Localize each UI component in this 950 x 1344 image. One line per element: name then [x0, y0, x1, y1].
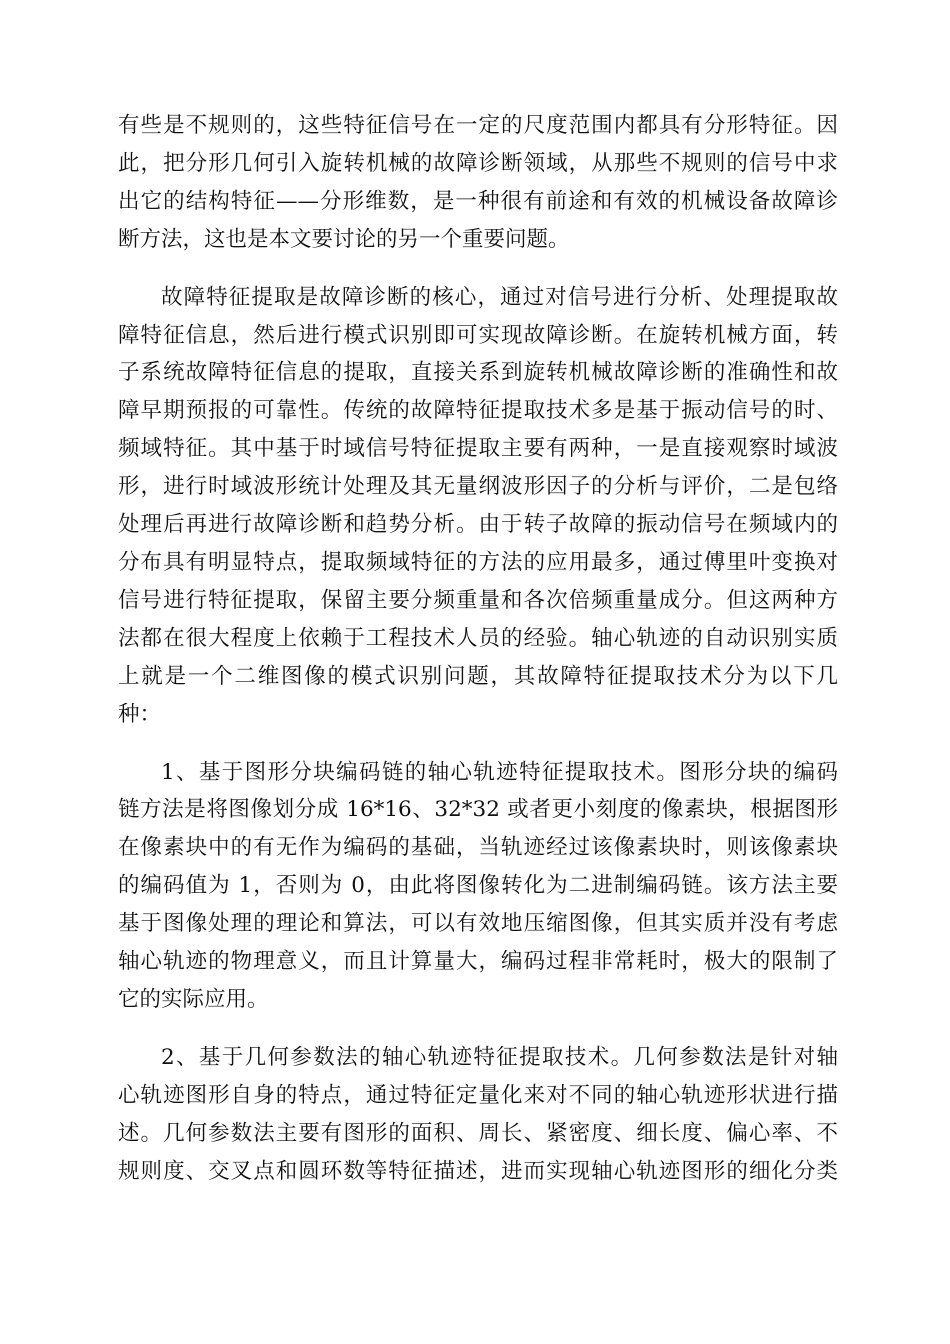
text-line: 频域特征。其中基于时域信号特征提取主要有两种，一是直接观察时域波 [118, 436, 838, 462]
paragraph-feature-extraction [118, 279, 838, 734]
text-line: 述。几何参数法主要有图形的面积、周长、紧密度、细长度、偏心率、不 [118, 1120, 838, 1146]
text-line: 出它的结构特征——分形维数，是一种很有前途和有效的机械设备故障诊 [118, 188, 838, 214]
text-line: 在像素块中的有无作为编码的基础，当轨迹经过该像素块时，则该像素块 [118, 835, 838, 861]
text-line: 信号进行特征提取，保留主要分频重量和各次倍频重量成分。但这两种方 [118, 587, 838, 613]
paragraph-item-2-geometric-parameters [118, 1039, 838, 1191]
text-line: 的编码值为 1，否则为 0，由此将图像转化为二进制编码链。该方法主要 [118, 873, 838, 899]
text-line: 规则度、交叉点和圆环数等特征描述，进而实现轴心轨迹图形的细化分类 [118, 1158, 838, 1184]
text-line: 轴心轨迹的物理意义，而且计算量大，编码过程非常耗时，极大的限制了 [118, 949, 838, 975]
text-line: 1、基于图形分块编码链的轴心轨迹特征提取技术。图形分块的编码 [161, 759, 838, 785]
text-line: 此，把分形几何引入旋转机械的故障诊断领域，从那些不规则的信号中求 [118, 150, 838, 176]
text-line: 它的实际应用。 [118, 986, 269, 1012]
text-line: 2、基于几何参数法的轴心轨迹特征提取技术。几何参数法是针对轴 [161, 1044, 838, 1070]
paragraph-item-1-coding-chain [118, 754, 838, 1019]
text-line: 断方法，这也是本文要讨论的另一个重要问题。 [118, 226, 570, 252]
text-line: 处理后再进行故障诊断和趋势分析。由于转子故障的振动信号在频域内的 [118, 512, 838, 538]
paragraph-fractal-diagnosis [118, 107, 838, 259]
text-line: 有些是不规则的，这些特征信号在一定的尺度范围内都具有分形特征。因 [118, 113, 838, 138]
text-line: 基于图像处理的理论和算法，可以有效地压缩图像，但其实质并没有考虑 [118, 911, 838, 937]
text-line: 故障特征提取是故障诊断的核心，通过对信号进行分析、处理提取故 [161, 284, 838, 310]
text-line: 法都在很大程度上依赖于工程技术人员的经验。轴心轨迹的自动识别实质 [118, 625, 838, 651]
text-line: 上就是一个二维图像的模式识别问题，其故障特征提取技术分为以下几 [118, 663, 838, 689]
document-page [118, 107, 838, 1210]
text-line: 种： [118, 701, 162, 727]
text-line: 子系统故障特征信息的提取，直接关系到旋转机械故障诊断的准确性和故 [118, 360, 838, 386]
text-line: 障特征信息，然后进行模式识别即可实现故障诊断。在旋转机械方面，转 [118, 322, 838, 348]
text-line: 形，进行时域波形统计处理及其无量纲波形因子的分析与评价，二是包络 [118, 474, 838, 500]
text-line: 心轨迹图形自身的特点，通过特征定量化来对不同的轴心轨迹形状进行描 [118, 1082, 838, 1108]
text-line: 分布具有明显特点，提取频域特征的方法的应用最多，通过傅里叶变换对 [118, 549, 838, 575]
text-line: 障早期预报的可靠性。传统的故障特征提取技术多是基于振动信号的时、 [118, 398, 838, 424]
text-line: 链方法是将图像划分成 16*16、32*32 或者更小刻度的像素块，根据图形 [118, 797, 838, 823]
